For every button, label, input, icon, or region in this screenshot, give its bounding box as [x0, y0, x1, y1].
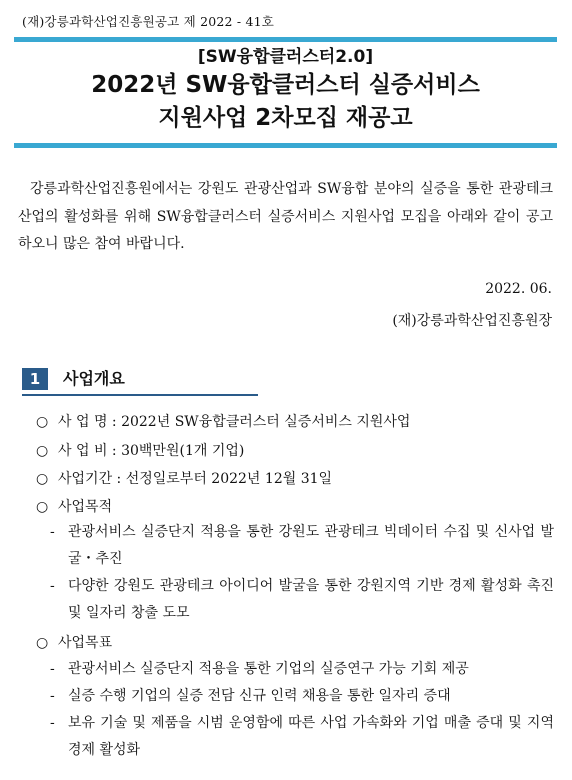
item-budget [36, 440, 244, 460]
dash-bullet-icon: - [50, 688, 55, 704]
item-text: 사 업 비 : 30백만원(1개 기업) [58, 443, 245, 459]
goal-item [50, 656, 554, 683]
dash-bullet-icon: - [50, 715, 55, 731]
announcement-date: 2022. 06. [485, 281, 552, 297]
circle-bullet-icon: ○ [36, 414, 49, 430]
dash-bullet-icon: - [50, 524, 55, 540]
section-heading [22, 368, 258, 396]
section-number-badge: 1 [22, 368, 48, 390]
item-text: 사업목표 [58, 635, 113, 651]
circle-bullet-icon: ○ [36, 499, 49, 515]
notice-number: (재)강릉과학산업진흥원공고 제 2022 - 41호 [22, 14, 275, 29]
item-purpose [36, 496, 112, 516]
item-text: 사 업 명 : 2022년 SW융합클러스터 실증서비스 지원사업 [58, 414, 411, 430]
goal-text: 실증 수행 기업의 실증 전담 신규 인력 채용을 통한 일자리 증대 [68, 688, 451, 704]
section-title: 사업개요 [63, 369, 125, 388]
goal-item [50, 710, 554, 764]
purpose-text: 관광서비스 실증단지 적용을 통한 강원도 관광테크 빅데이터 수집 및 신사업 발굴・추진 [68, 524, 554, 567]
title-top-border [14, 37, 557, 42]
circle-bullet-icon: ○ [36, 635, 49, 651]
title-block [14, 45, 557, 135]
circle-bullet-icon: ○ [36, 471, 49, 487]
item-text: 사업목적 [58, 499, 113, 515]
dash-bullet-icon: - [50, 661, 55, 677]
purpose-item [50, 573, 554, 627]
title-bottom-border [14, 143, 557, 148]
intro-paragraph: 강릉과학산업진흥원에서는 강원도 관광산업과 SW융합 분야의 실증을 통한 관광테크 산업의 활성화를 위해 SW융합클러스터 실증서비스 지원사업 모집을 아래와 같이 공고하오니 많은 참여 바랍니다. [18, 181, 553, 252]
issuer-name: (재)강릉과학산업진흥원장 [392, 313, 552, 329]
goal-item [50, 683, 554, 710]
title-line-2: 지원사업 2차모집 재공고 [158, 105, 413, 131]
title-subtitle: [SW융합클러스터2.0] [197, 47, 374, 67]
title-line-1: 2022년 SW융합클러스터 실증서비스 [91, 72, 480, 98]
purpose-text: 다양한 강원도 관광테크 아이디어 발굴을 통한 강원지역 기반 경제 활성화 촉진 및 일자리 창출 도모 [68, 578, 554, 621]
purpose-item [50, 519, 554, 573]
item-period [36, 468, 332, 488]
item-goals [36, 632, 112, 652]
circle-bullet-icon: ○ [36, 443, 49, 459]
item-project-name [36, 411, 410, 431]
item-text: 사업기간 : 선정일로부터 2022년 12월 31일 [58, 471, 333, 487]
goal-text: 관광서비스 실증단지 적용을 통한 기업의 실증연구 가능 기회 제공 [68, 661, 469, 677]
goal-text: 보유 기술 및 제품을 시범 운영함에 따른 사업 가속화와 기업 매출 증대 및 지역경제 활성화 [68, 715, 554, 758]
dash-bullet-icon: - [50, 578, 55, 594]
